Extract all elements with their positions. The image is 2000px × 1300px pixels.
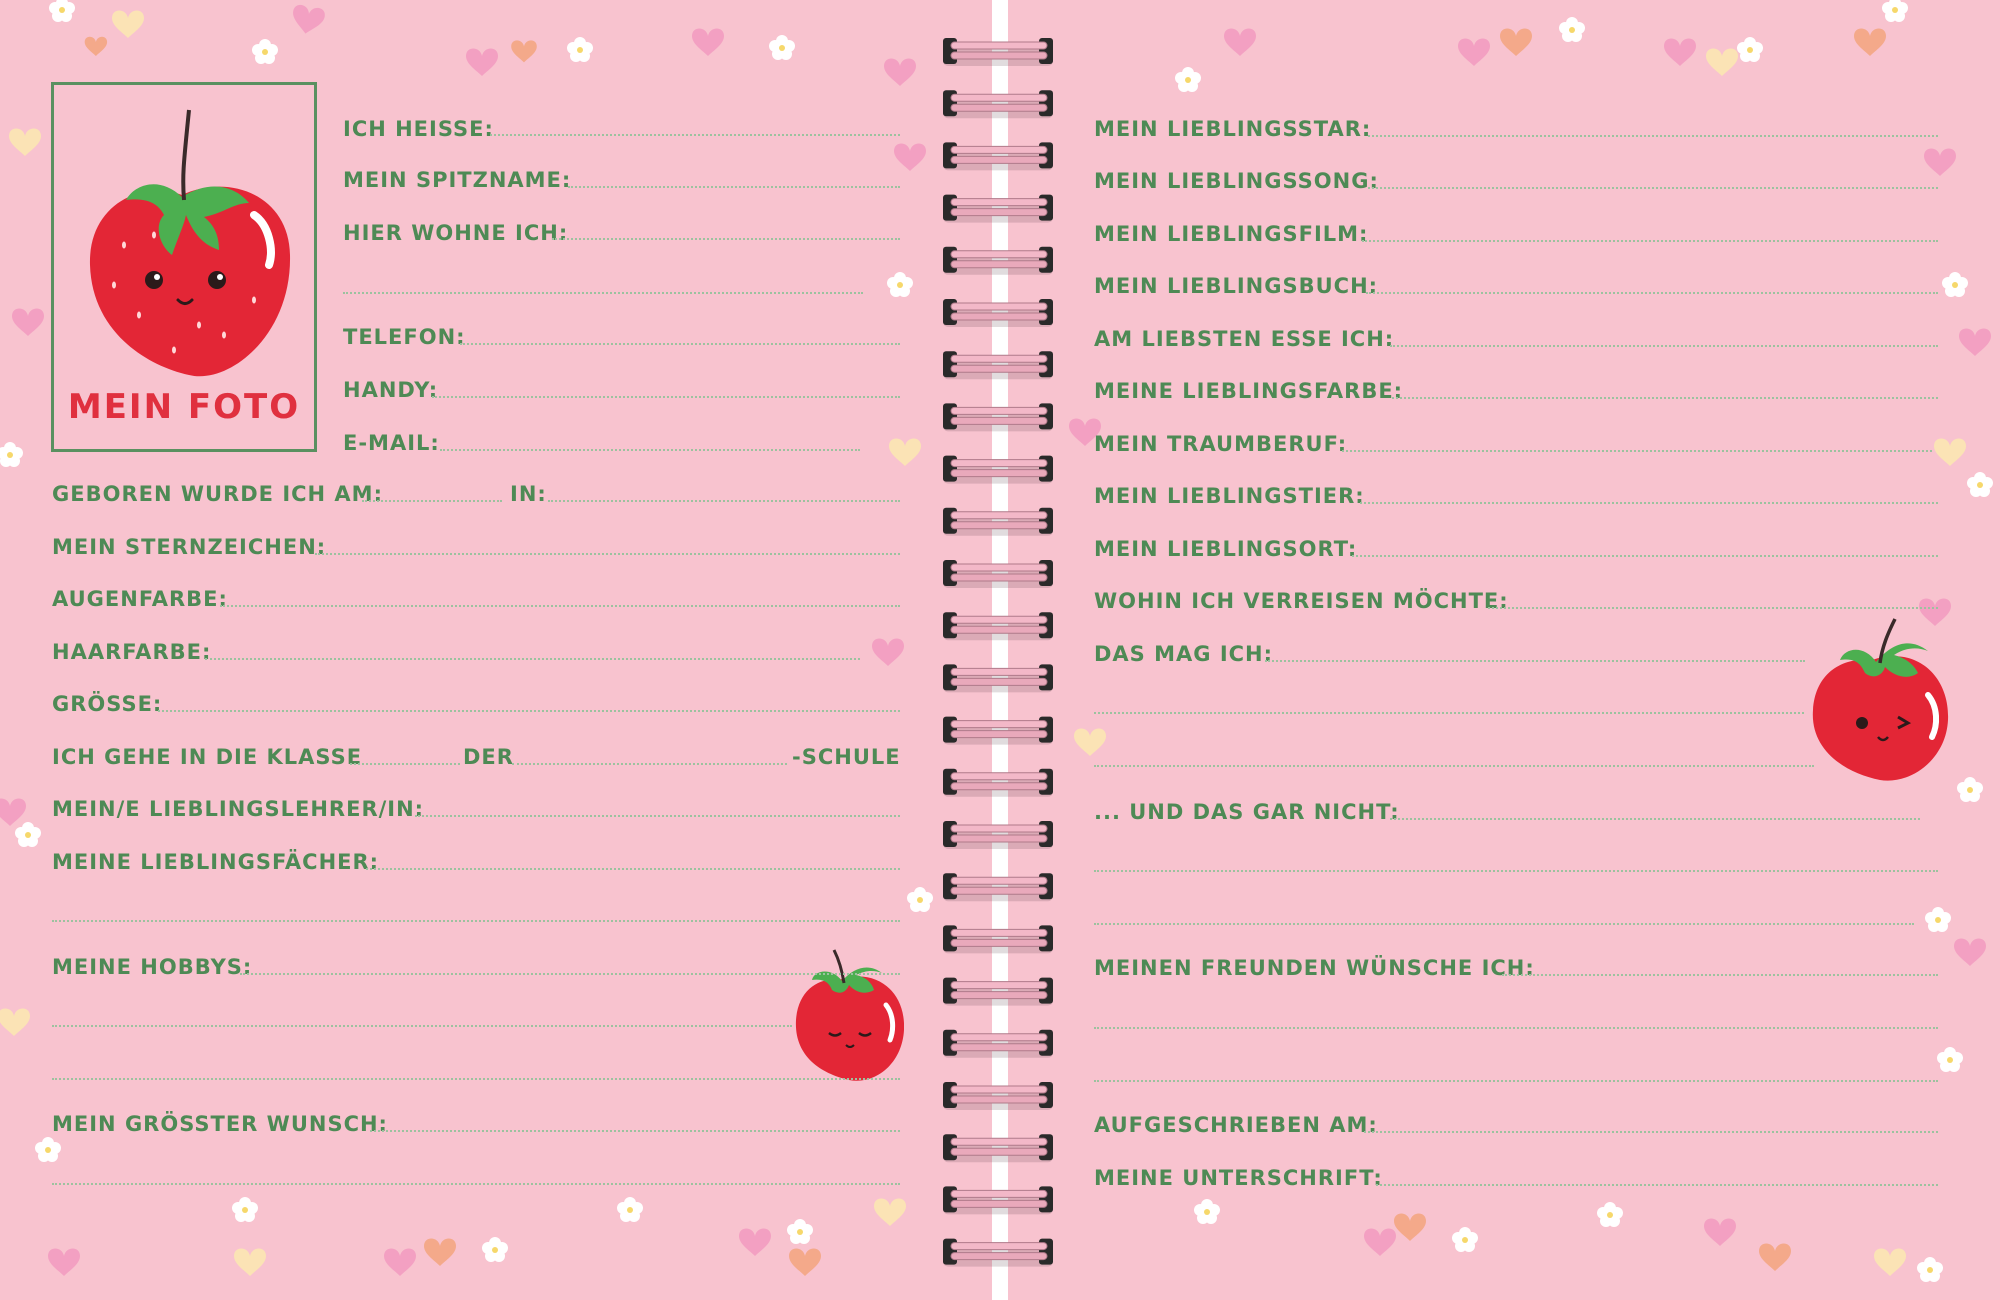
dislikes-label: ... UND DAS GAR NICHT: (1094, 800, 1400, 824)
friends-input[interactable] (1502, 974, 1938, 976)
spiral-ring (943, 456, 1053, 484)
nickname-input[interactable] (568, 186, 900, 188)
film-label: MEIN LIEBLINGSFILM: (1094, 222, 1369, 246)
spiral-ring (943, 1030, 1053, 1058)
school-label: -SCHULE (792, 745, 901, 769)
travel-input[interactable] (1488, 607, 1938, 609)
date-label: AUFGESCHRIEBEN AM: (1094, 1113, 1378, 1137)
photo-label: MEIN FOTO (67, 387, 301, 427)
spiral-ring (943, 1082, 1053, 1110)
born-in-label: IN: (510, 482, 547, 506)
email-label: E-MAIL: (343, 431, 440, 455)
wish-input[interactable] (370, 1130, 900, 1132)
friends-label: MEINEN FREUNDEN WÜNSCHE ICH: (1094, 956, 1535, 980)
class-label: ICH GEHE IN DIE KLASSE (52, 745, 363, 769)
food-label: AM LIEBSTEN ESSE ICH: (1094, 327, 1395, 351)
film-input[interactable] (1362, 240, 1938, 242)
wish-input-2[interactable] (52, 1183, 900, 1185)
song-label: MEIN LIEBLINGSSONG: (1094, 169, 1379, 193)
dislikes-input[interactable] (1390, 818, 1920, 820)
place-label: MEIN LIEBLINGSORT: (1094, 537, 1358, 561)
name-label: ICH HEISSE: (343, 117, 494, 141)
spiral-ring (943, 351, 1053, 379)
friends-input-2[interactable] (1094, 1027, 1938, 1029)
eyes-label: AUGENFARBE: (52, 587, 228, 611)
spiral-ring (943, 1134, 1053, 1162)
spiral-ring (943, 299, 1053, 327)
spiral-ring (943, 403, 1053, 431)
spiral-ring (943, 1186, 1053, 1214)
hobbies-label: MEINE HOBBYS: (52, 955, 253, 979)
subjects-input[interactable] (366, 868, 900, 870)
class-input[interactable] (350, 763, 460, 765)
animal-input[interactable] (1360, 502, 1938, 504)
likes-input-2[interactable] (1094, 712, 1804, 714)
dislikes-input-3[interactable] (1094, 923, 1914, 925)
friends-input-3[interactable] (1094, 1080, 1938, 1082)
hobbies-input[interactable] (240, 973, 900, 975)
spiral-ring (943, 38, 1053, 66)
spiral-ring (943, 873, 1053, 901)
born-date-input[interactable] (362, 500, 502, 502)
spiral-ring (943, 769, 1053, 797)
spiral-ring (943, 978, 1053, 1006)
address-input[interactable] (552, 238, 900, 240)
zodiac-label: MEIN STERNZEICHEN: (52, 535, 327, 559)
teacher-input[interactable] (415, 815, 900, 817)
spiral-ring (943, 612, 1053, 640)
color-label: MEINE LIEBLINGSFARBE: (1094, 379, 1404, 403)
spiral-ring (943, 1239, 1053, 1267)
spiral-ring (943, 142, 1053, 170)
spiral-ring (943, 247, 1053, 275)
dislikes-input-2[interactable] (1094, 870, 1938, 872)
name-input[interactable] (490, 134, 900, 136)
phone-label: TELEFON: (343, 325, 466, 349)
nickname-label: MEIN SPITZNAME: (343, 168, 572, 192)
likes-label: DAS MAG ICH: (1094, 642, 1274, 666)
hobbies-input-2[interactable] (52, 1025, 792, 1027)
spiral-ring (943, 195, 1053, 223)
book-label: MEIN LIEBLINGSBUCH: (1094, 274, 1379, 298)
likes-input[interactable] (1265, 660, 1805, 662)
star-label: MEIN LIEBLINGSSTAR: (1094, 117, 1372, 141)
zodiac-input[interactable] (315, 553, 900, 555)
email-input[interactable] (440, 449, 860, 451)
spiral-ring (943, 508, 1053, 536)
likes-input-3[interactable] (1094, 765, 1814, 767)
signature-input[interactable] (1376, 1184, 1938, 1186)
color-input[interactable] (1392, 397, 1938, 399)
spiral-ring (943, 925, 1053, 953)
strawberry-icon (54, 85, 314, 385)
hair-input[interactable] (205, 658, 860, 660)
photo-frame[interactable] (51, 82, 317, 452)
star-input[interactable] (1368, 135, 1938, 137)
born-label: GEBOREN WURDE ICH AM: (52, 482, 383, 506)
born-place-input[interactable] (548, 500, 900, 502)
dream-job-label: MEIN TRAUMBERUF: (1094, 432, 1348, 456)
address-input-2[interactable] (343, 292, 863, 294)
spiral-ring (943, 560, 1053, 588)
height-label: GRÖSSE: (52, 692, 163, 716)
book-input[interactable] (1366, 292, 1938, 294)
school-input[interactable] (512, 763, 787, 765)
animal-label: MEIN LIEBLINGSTIER: (1094, 484, 1365, 508)
wish-label: MEIN GRÖSSTER WUNSCH: (52, 1112, 388, 1136)
eyes-input[interactable] (220, 605, 900, 607)
teacher-label: MEIN/E LIEBLINGSLEHRER/IN: (52, 797, 425, 821)
signature-label: MEINE UNTERSCHRIFT: (1094, 1166, 1383, 1190)
song-input[interactable] (1368, 187, 1938, 189)
hobbies-input-3[interactable] (52, 1078, 900, 1080)
address-label: HIER WOHNE ICH: (343, 221, 569, 245)
hair-label: HAARFARBE: (52, 640, 212, 664)
spiral-binding (935, 0, 1065, 1300)
mobile-input[interactable] (432, 396, 900, 398)
subjects-input-2[interactable] (52, 920, 900, 922)
spiral-ring (943, 821, 1053, 849)
spiral-ring (943, 90, 1053, 118)
phone-input[interactable] (460, 343, 900, 345)
place-input[interactable] (1352, 555, 1938, 557)
height-input[interactable] (158, 710, 900, 712)
travel-label: WOHIN ICH VERREISEN MÖCHTE: (1094, 589, 1509, 613)
strawberry-sleeping-icon (794, 945, 904, 1085)
mobile-label: HANDY: (343, 378, 439, 402)
subjects-label: MEINE LIEBLINGSFÄCHER: (52, 850, 380, 874)
strawberry-winking-icon (1810, 615, 1950, 785)
dream-job-input[interactable] (1342, 450, 1932, 452)
date-input[interactable] (1364, 1131, 1938, 1133)
spiral-ring (943, 664, 1053, 692)
spiral-ring (943, 717, 1053, 745)
class-of-label: DER (463, 745, 514, 769)
food-input[interactable] (1390, 345, 1938, 347)
